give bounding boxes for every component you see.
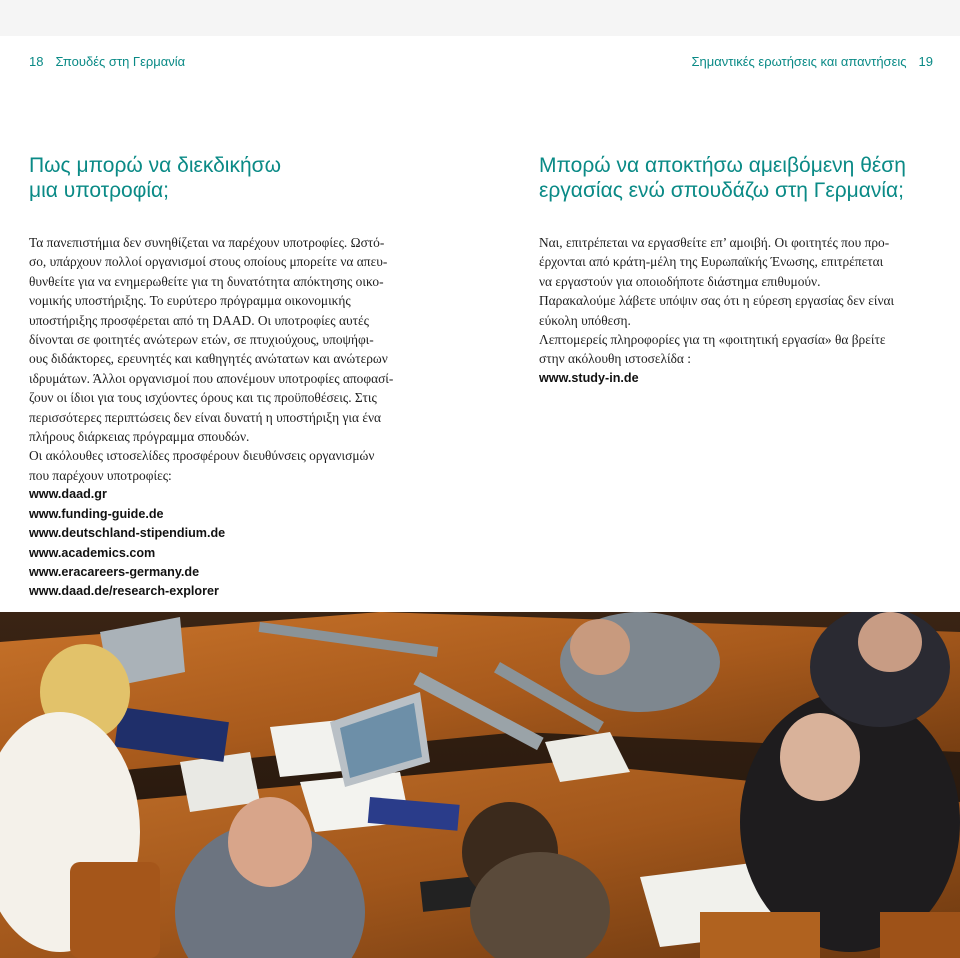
body-line: ιδρυμάτων. Άλλοι οργανισμοί που απονέμουν υποτροφίες αποφασί- [29, 370, 394, 386]
library-scene-illustration [0, 612, 960, 958]
body-line: έρχονται από κράτη-μέλη της Ευρωπαϊκής Ένωσης, επιτρέπεται [539, 254, 884, 270]
title-line: Πως μπορώ να διεκδικήσω [29, 154, 281, 177]
body-line: υποστήριξης προσφέρεται από τη DAAD. Οι υποτροφίες αυτές [29, 312, 369, 328]
body-line: να εργαστούν για οποιοδήποτε διάστημα επιθυμούν. [539, 273, 821, 289]
body-line: Τα πανεπιστήμια δεν συνηθίζεται να παρέχουν υποτροφίες. Ωστό- [29, 235, 385, 250]
link-deutschland-stipendium[interactable]: www.deutschland-stipendium.de [29, 526, 226, 541]
body-line: Ναι, επιτρέπεται να εργασθείτε επ’ αμοιβή. Οι φοιτητές που προ- [539, 235, 890, 250]
link-funding-guide[interactable]: www.funding-guide.de [29, 506, 164, 521]
running-head-right [691, 54, 933, 69]
body-line: ζουν οι ίδιοι για τους ισχύοντες όρους και τις προϋποθέσεις. Στις [29, 390, 377, 406]
link-study-in[interactable]: www.study-in.de [539, 370, 639, 385]
section-title-scholarship [29, 153, 449, 203]
title-line: μια υποτροφία; [29, 179, 169, 202]
section-title-work [539, 153, 959, 203]
body-line: σο, υπάρχουν πολλοί οργανισμοί στους οποίους μπορείτε να απευ- [29, 254, 388, 270]
body-line: ους διδάκτορες, ερευνητές και καθηγητές ανώτατων και ανώτερων [29, 351, 388, 367]
body-line: περισσότερες περιπτώσεις δεν είναι δυνατή η υποστήριξη για ένα [29, 409, 382, 425]
running-head-right-text: Σημαντικές ερωτήσεις και απαντήσεις [691, 54, 907, 69]
title-line: εργασίας ενώ σπουδάζω στη Γερμανία; [539, 179, 905, 202]
running-head-left-text: Σπουδές στη Γερμανία [55, 54, 186, 69]
link-daad-gr[interactable]: www.daad.gr [29, 487, 107, 502]
body-line: νομικής υποστήριξης. Το ευρύτερο πρόγραμμα οικονομικής [29, 293, 351, 309]
body-line: Οι ακόλουθες ιστοσελίδες προσφέρουν διευθύνσεις οργανισμών [29, 448, 375, 464]
library-students-photo [0, 612, 960, 958]
body-line: δίνονται σε φοιτητές ανώτερων ετών, σε πτυχιούχους, υποψήφι- [29, 332, 374, 348]
body-line: που παρέχουν υποτροφίες: [29, 467, 172, 483]
scholarship-body [29, 233, 469, 602]
body-line: πλήρους διάρκειας πρόγραμμα σπουδών. [29, 429, 250, 445]
running-head-left [29, 54, 185, 69]
body-line: Παρακαλούμε λάβετε υπόψιν σας ότι η εύρεση εργασίας δεν είναι [539, 293, 895, 309]
page-number-left: 18 [29, 54, 44, 69]
top-margin-band [0, 0, 960, 36]
link-daad-research-explorer[interactable]: www.daad.de/research-explorer [29, 584, 219, 599]
title-line: Μπορώ να αποκτήσω αμειβόμενη θέση [539, 154, 906, 177]
link-eracareers-germany[interactable]: www.eracareers-germany.de [29, 564, 200, 579]
body-line: Λεπτομερείς πληροφορίες για τη «φοιτητική εργασία» θα βρείτε [539, 332, 886, 348]
body-line: εύκολη υπόθεση. [539, 312, 631, 328]
body-line: θυνθείτε για να ενημερωθείτε για τη δυνατότητα απόκτησης οικο- [29, 273, 384, 289]
body-line: στην ακόλουθη ιστοσελίδα : [539, 351, 691, 367]
work-body [539, 233, 939, 388]
link-academics[interactable]: www.academics.com [29, 545, 156, 560]
page-number-right: 19 [918, 54, 933, 69]
